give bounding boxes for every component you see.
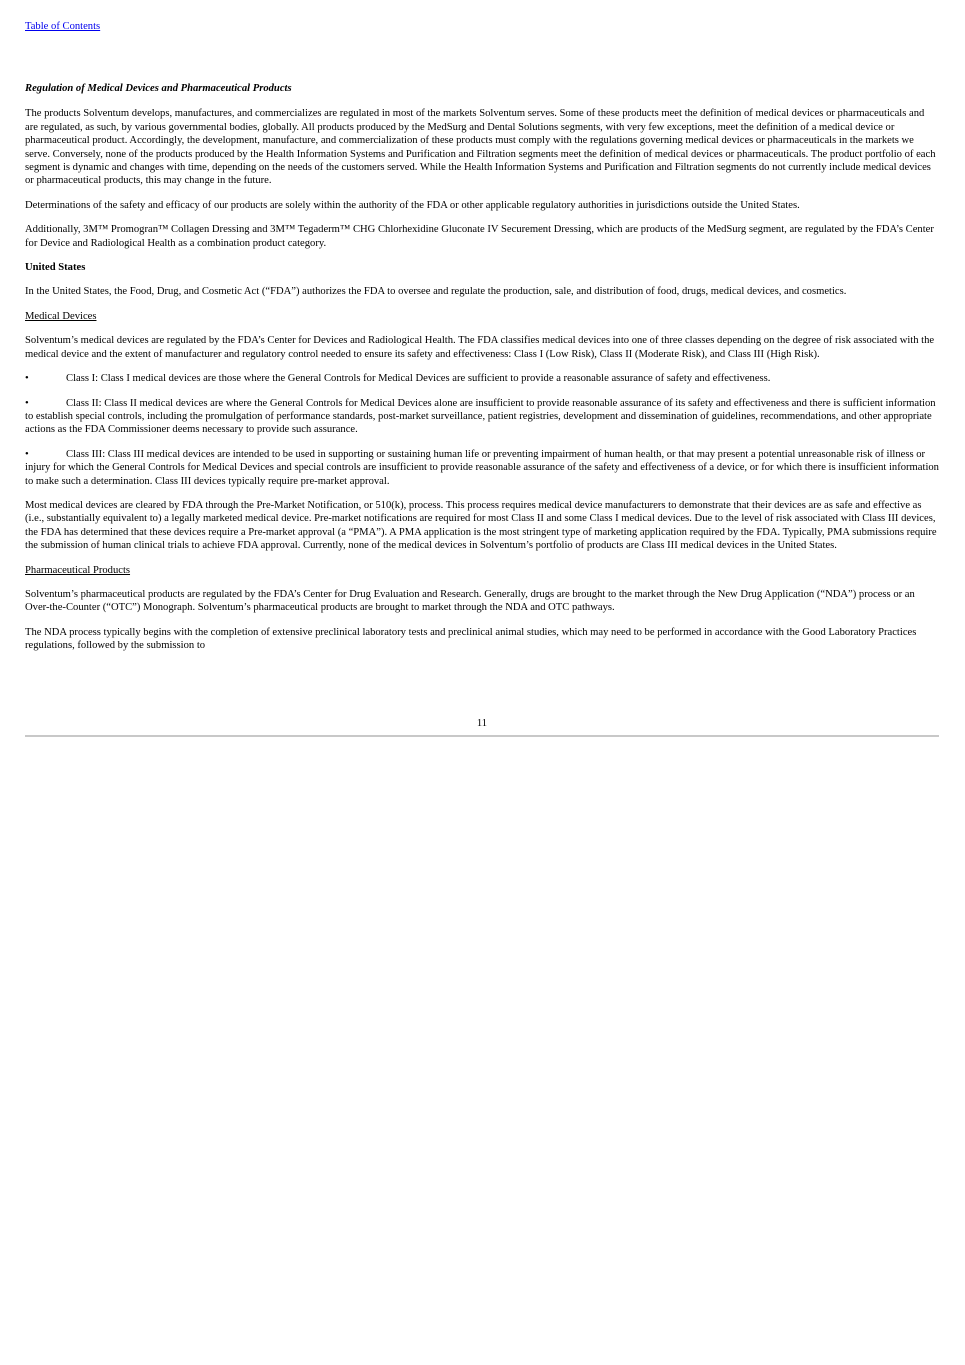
paragraph-products-regulated: The products Solventum develops, manufactures, and commercializes are regulated in most of the markets Solventum serves. Some of these products meet the definition of medical devices or pharmaceuticals and are regulated, as such, by various governmental bodies, globally. All products produced by the MedSurg and Dental Solutions segments, with very few exceptions, meet the definition of a medical device or pharmaceutical product. Accordingly, the development, manufacture, and commercialization of these products must comply with the regulations governing medical devices or pharmaceuticals in the markets we serve. Conversely, none of the products produced by the Health Information Systems and Purification and Filtration segments meet the definition of medical devices or pharmaceuticals. The product portfolio of each segment is dynamic and changes with time, depending on the needs of the customers served. While the Health Information Systems and Purification and Filtration segments do not currently include medical devices or pharmaceutical products, this may change in the future.: [25, 108, 936, 187]
page-content: [25, 82, 939, 664]
paragraph-combination-products: Additionally, 3M™ Promogran™ Collagen Dressing and 3M™ Tegaderm™ CHG Chlorhexidine Gluconate IV Securement Dressing, which are products of the MedSurg segment, are regulated by the FDA’s Center for Device and Radiological Health as a combination product category.: [25, 224, 934, 249]
bullet-marker: •: [25, 373, 29, 385]
paragraph-safety-efficacy: Determinations of the safety and efficacy of our products are solely within the authority of the FDA or other applicable regulatory authorities in jurisdictions outside the United States.: [25, 199, 800, 211]
paragraph-pharma-regulation: Solventum’s pharmaceutical products are regulated by the FDA’s Center for Drug Evaluation and Research. Generally, drugs are brought to the market through the New Drug Application (“NDA”) process or an Over-the-Counter (“OTC”) Monograph. Solventum’s pharmaceutical products are brought to market through the NDA and OTC pathways.: [25, 588, 915, 614]
bullet-marker: •: [25, 448, 29, 460]
paragraph-fda-act: In the United States, the Food, Drug, and Cosmetic Act (“FDA”) authorizes the FDA to oversee and regulate the production, sale, and distribution of food, drugs, medical devices, and cosmetics.: [25, 286, 847, 298]
heading-medical-devices: Medical Devices: [25, 310, 97, 322]
paragraph-510k-process: Most medical devices are cleared by FDA through the Pre-Market Notification, or 510(k), process. This process requires medical device manufacturers to demonstrate that their devices are as safe and effective as (i.e., substantially equivalent to) a legally marketed medical device. Pre-market notifications are required for most Class II and some Class I medical devices. Due to the level of risk associated with Class III devices, the FDA has determined that these devices require a Pre-market approval (a “PMA”). A PMA application is the most stringent type of marketing application required by the FDA. Typically, PMA submissions require the submission of human clinical trials to achieve FDA approval. Currently, none of the medical devices in Solventum’s portfolio of products are Class III medical devices in the United States.: [25, 499, 937, 552]
heading-united-states: United States: [25, 262, 86, 274]
page-divider: [25, 735, 939, 737]
page-number: 11: [476, 718, 488, 729]
bullet-class-1: [25, 372, 939, 385]
heading-pharmaceutical-products: Pharmaceutical Products: [25, 564, 131, 576]
table-of-contents-link[interactable]: Table of Contents: [25, 21, 101, 32]
bullet-class-1-text: Class I: Class I medical devices are those where the General Controls for Medical Devices are sufficient to provide a reasonable assurance of safety and effectiveness.: [66, 373, 771, 385]
bullet-class-3-text: Class III: Class III medical devices are intended to be used in supporting or sustaining human life or preventing impairment of human health, or that may present a potential unreasonable risk of illness or injury for which the General Controls for Medical Devices and special controls are insufficient to provide reasonable assurance of the safety and effectiveness of a device, or for which there is insufficient information to make such a determination. Class III devices typically require pre-market approval.: [25, 448, 939, 487]
bullet-marker: •: [25, 397, 29, 409]
bullet-class-2-text: Class II: Class II medical devices are where the General Controls for Medical Devices alone are insufficient to provide reasonable assurance of its safety and effectiveness and there is sufficient information to establish special controls, including the promulgation of performance standards, post-market surveillance, patient registries, development and dissemination of guidelines, recommendations, and other appropriate actions as the FDA Commissioner deems necessary to provide such assurance.: [25, 397, 936, 436]
section-title: Regulation of Medical Devices and Pharmaceutical Products: [25, 83, 292, 94]
paragraph-nda-process: The NDA process typically begins with the completion of extensive preclinical laboratory tests and preclinical animal studies, which may need to be performed in accordance with the Good Laboratory Practices regulations, followed by the submission to: [25, 626, 917, 652]
bullet-class-2: [25, 397, 939, 437]
bullet-class-3: [25, 448, 939, 488]
paragraph-device-classes: Solventum’s medical devices are regulated by the FDA’s Center for Devices and Radiological Health. The FDA classifies medical devices into one of three classes depending on the degree of risk associated with the medical device and the extent of manufacturer and regulatory control needed to ensure its safety and effectiveness: Class I (Low Risk), Class II (Moderate Risk), and Class III (High Risk).: [25, 335, 935, 360]
